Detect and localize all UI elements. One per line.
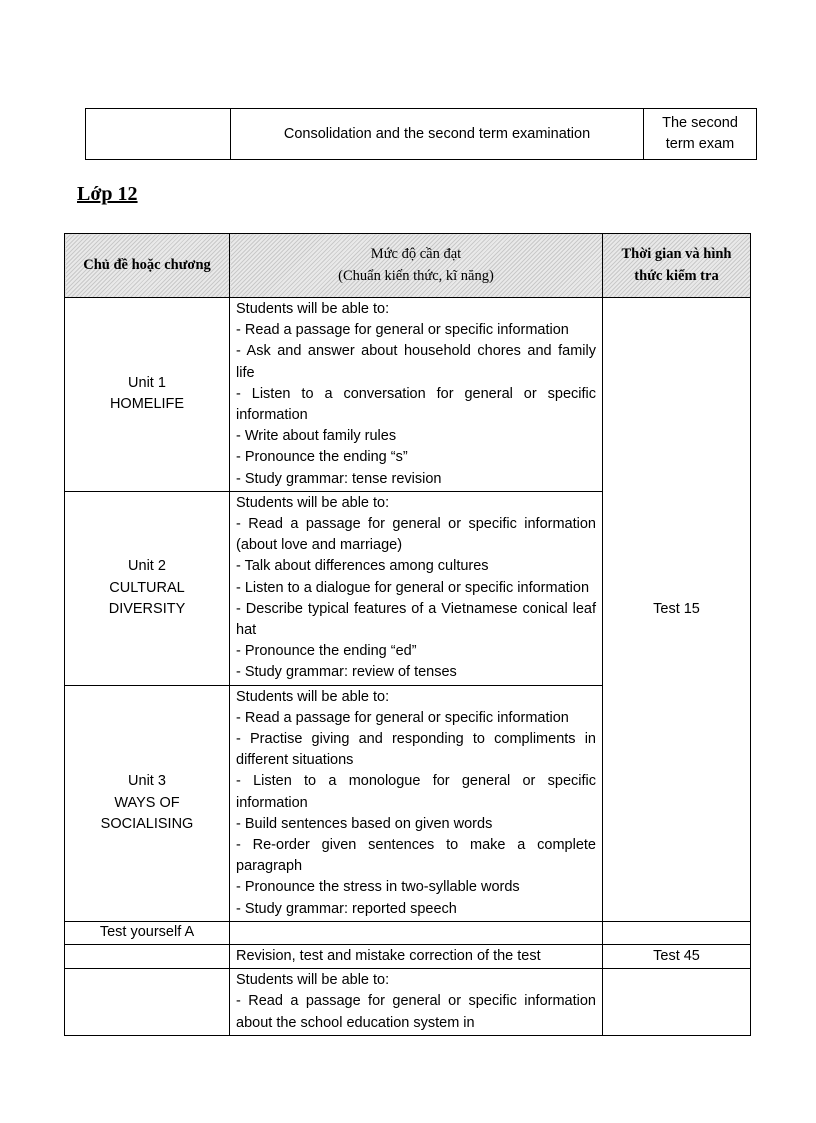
header-test: Thời gian và hình thức kiểm tra bbox=[603, 234, 751, 298]
content-cell: Students will be able to: - Read a passage for general or specific information - Practise giving and responding to compliments in different situations - Listen to a monologue for general or specific information - Build sentences based on given words - Re-order given sentences to make a complete paragraph - Pronounce the stress in two-syllable words - Study grammar: reported speech bbox=[230, 685, 603, 921]
table-row bbox=[65, 944, 751, 968]
test-cell bbox=[603, 969, 751, 1036]
test-yourself-cell: Test yourself A bbox=[65, 921, 230, 944]
header-level: Mức độ cần đạt (Chuẩn kiến thức, kĩ năng) bbox=[230, 234, 603, 298]
grade-heading: Lớp 12 bbox=[77, 183, 138, 205]
grade-12-table bbox=[64, 233, 751, 1036]
table-row bbox=[86, 109, 757, 160]
content-cell bbox=[230, 921, 603, 944]
test-45-cell: Test 45 bbox=[603, 944, 751, 968]
content-cell: Consolidation and the second term examination bbox=[231, 109, 644, 160]
previous-grade-table bbox=[85, 108, 757, 160]
unit-cell bbox=[65, 944, 230, 968]
unit-cell bbox=[65, 969, 230, 1036]
topic-cell bbox=[86, 109, 231, 160]
test-cell: The second term exam bbox=[644, 109, 757, 160]
header-row bbox=[65, 234, 751, 298]
unit-cell: Unit 3 WAYS OF SOCIALISING bbox=[65, 685, 230, 921]
unit-cell: Unit 2 CULTURAL DIVERSITY bbox=[65, 491, 230, 685]
content-cell: Students will be able to: - Read a passage for general or specific information about the school education system in bbox=[230, 969, 603, 1036]
header-topic: Chủ đề hoặc chương bbox=[65, 234, 230, 298]
content-cell: Students will be able to: - Read a passage for general or specific information (about love and marriage) - Talk about differences among cultures - Listen to a dialogue for general or specific information - Describe typical features of a Vietnamese conical leaf hat - Pronounce the ending “ed” - Study grammar: review of tenses bbox=[230, 491, 603, 685]
unit-cell: Unit 1 HOMELIFE bbox=[65, 298, 230, 492]
content-cell: Revision, test and mistake correction of the test bbox=[230, 944, 603, 968]
table-row bbox=[65, 298, 751, 492]
table-row bbox=[65, 969, 751, 1036]
test-15-cell: Test 15 bbox=[603, 298, 751, 922]
table-row bbox=[65, 921, 751, 944]
test-cell bbox=[603, 921, 751, 944]
content-cell: Students will be able to: - Read a passage for general or specific information - Ask and answer about household chores and family life - Listen to a conversation for general or specific information - Write about family rules - Pronounce the ending “s” - Study grammar: tense revision bbox=[230, 298, 603, 492]
